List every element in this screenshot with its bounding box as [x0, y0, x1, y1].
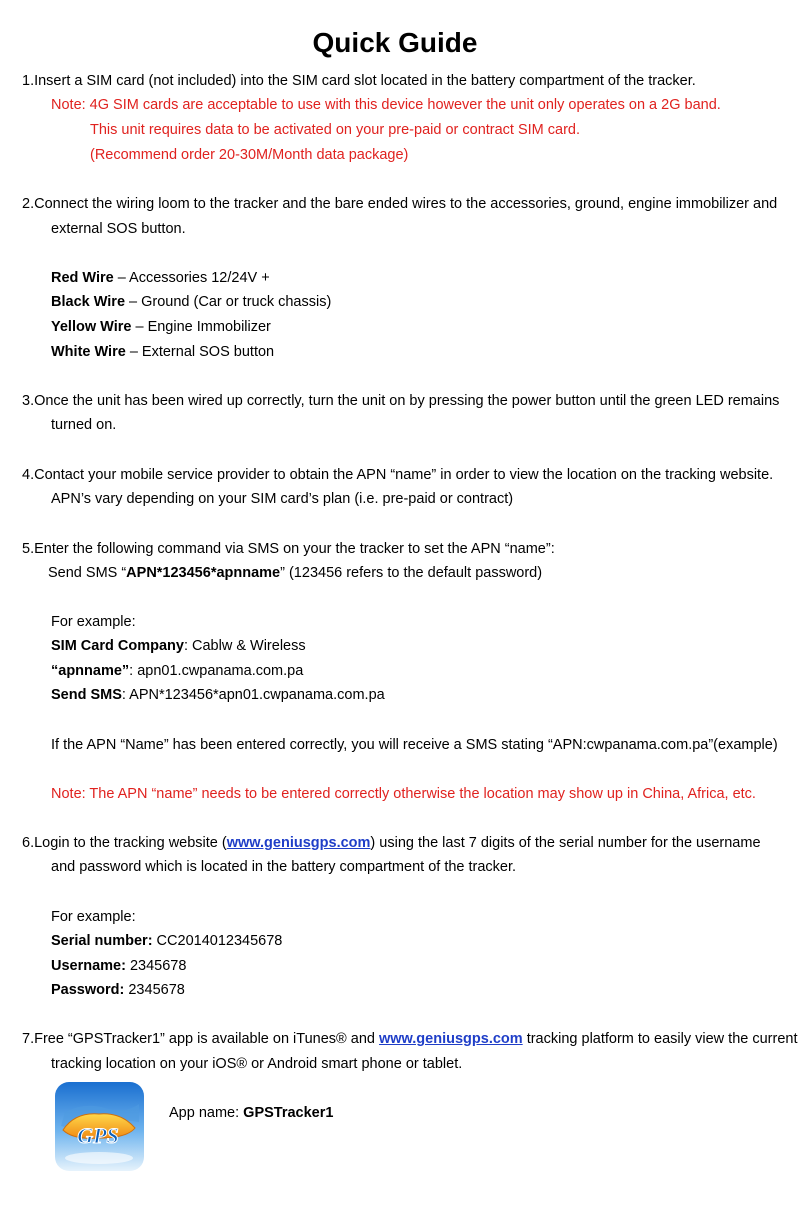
step-2-line-2: external SOS button. [51, 221, 186, 237]
app-name-value: GPSTracker1 [243, 1105, 334, 1121]
app-name-label: App name: [169, 1105, 244, 1121]
apnname-value: : apn01.cwpanama.com.pa [129, 663, 304, 679]
wire-black [51, 292, 331, 312]
sms-command: APN*123456*apnname [126, 565, 281, 581]
wire-label: White Wire [51, 344, 126, 360]
serial-number-line [51, 931, 282, 951]
wire-desc: – Engine Immobilizer [131, 319, 271, 335]
step-3-line-2: turned on. [51, 417, 117, 433]
username-label: Username: [51, 958, 126, 974]
page-title: Quick Guide [312, 27, 478, 58]
wire-red [51, 268, 270, 288]
wire-desc: – External SOS button [125, 344, 275, 360]
step-7-line-1 [22, 1029, 797, 1049]
wire-desc: – Accessories 12/24V + [113, 270, 270, 286]
send-sms-value: : APN*123456*apn01.cwpanama.com.pa [121, 687, 385, 703]
step-6-example: For example: [51, 909, 136, 925]
app-name-line [169, 1103, 333, 1123]
step-6-suffix: ) using the last 7 digits of the serial number for the username [370, 835, 761, 851]
password-line [51, 980, 185, 1000]
wire-desc: – Ground (Car or truck chassis) [125, 294, 332, 310]
wire-label: Black Wire [51, 294, 126, 310]
wire-white [51, 342, 274, 362]
step-6-line-2: and password which is located in the battery compartment of the tracker. [51, 859, 517, 875]
step-7-line-2: tracking location on your iOS® or Android smart phone or tablet. [51, 1056, 463, 1072]
username-line [51, 956, 186, 976]
serial-label: Serial number: [51, 933, 153, 949]
gpstracker-app-icon [55, 1082, 144, 1171]
password-label: Password: [51, 982, 125, 998]
sms-suffix: ” (123456 refers to the default password) [280, 565, 543, 581]
wire-label: Yellow Wire [51, 319, 132, 335]
apn-confirmation: If the APN “Name” has been entered correctly, you will receive a SMS stating “APN:cwpanama.com.pa”(example) [51, 737, 778, 753]
sim-company-value: : Cablw & Wireless [183, 638, 306, 654]
step-1-note-1: Note: 4G SIM cards are acceptable to use with this device however the unit only operates on a 2G band. [51, 97, 721, 113]
website-link[interactable]: www.geniusgps.com [226, 835, 371, 851]
step-2-line-1: 2.Connect the wiring loom to the tracker and the bare ended wires to the accessories, ground, engine immobilizer and [22, 196, 778, 212]
sim-company-line [51, 636, 306, 656]
step-1-note-3: (Recommend order 20-30M/Month data package) [90, 147, 409, 163]
step-3-line-1: 3.Once the unit has been wired up correctly, turn the unit on by pressing the power button until the green LED remains [22, 393, 780, 409]
step-1-text: 1.Insert a SIM card (not included) into the SIM card slot located in the battery compartment of the tracker. [22, 73, 696, 89]
step-7-prefix: 7.Free “GPSTracker1” app is available on iTunes® and [22, 1031, 379, 1047]
step-5-example: For example: [51, 614, 136, 630]
step-6-prefix: 6.Login to the tracking website ( [22, 835, 227, 851]
step-1-note-2: This unit requires data to be activated on your pre-paid or contract SIM card. [90, 122, 581, 138]
password-value: 2345678 [124, 982, 185, 998]
wire-yellow [51, 317, 271, 337]
username-value: 2345678 [125, 958, 187, 974]
send-sms-line [51, 685, 385, 705]
apnname-line [51, 661, 303, 681]
step-7-suffix: tracking platform to easily view the current [522, 1031, 798, 1047]
apnname-label: “apnname” [51, 663, 130, 679]
sms-prefix: Send SMS “ [48, 565, 127, 581]
logo-text: GPS [77, 1123, 119, 1148]
step-4-line-2: APN’s vary depending on your SIM card’s plan (i.e. pre-paid or contract) [51, 491, 514, 507]
step-4-line-1: 4.Contact your mobile service provider to obtain the APN “name” in order to view the location on the tracking website. [22, 467, 774, 483]
wire-label: Red Wire [51, 270, 114, 286]
step-5-line-1: 5.Enter the following command via SMS on your the tracker to set the APN “name”: [22, 541, 555, 557]
send-sms-label: Send SMS [51, 687, 122, 703]
serial-value: CC2014012345678 [152, 933, 283, 949]
website-link[interactable]: www.geniusgps.com [378, 1031, 523, 1047]
sim-company-label: SIM Card Company [51, 638, 184, 654]
step-6-line-1 [22, 833, 761, 853]
gps-logo-icon [55, 1082, 144, 1171]
sms-command-line [48, 563, 542, 583]
step-5-note: Note: The APN “name” needs to be entered correctly otherwise the location may show up in China, Africa, etc. [51, 786, 756, 802]
